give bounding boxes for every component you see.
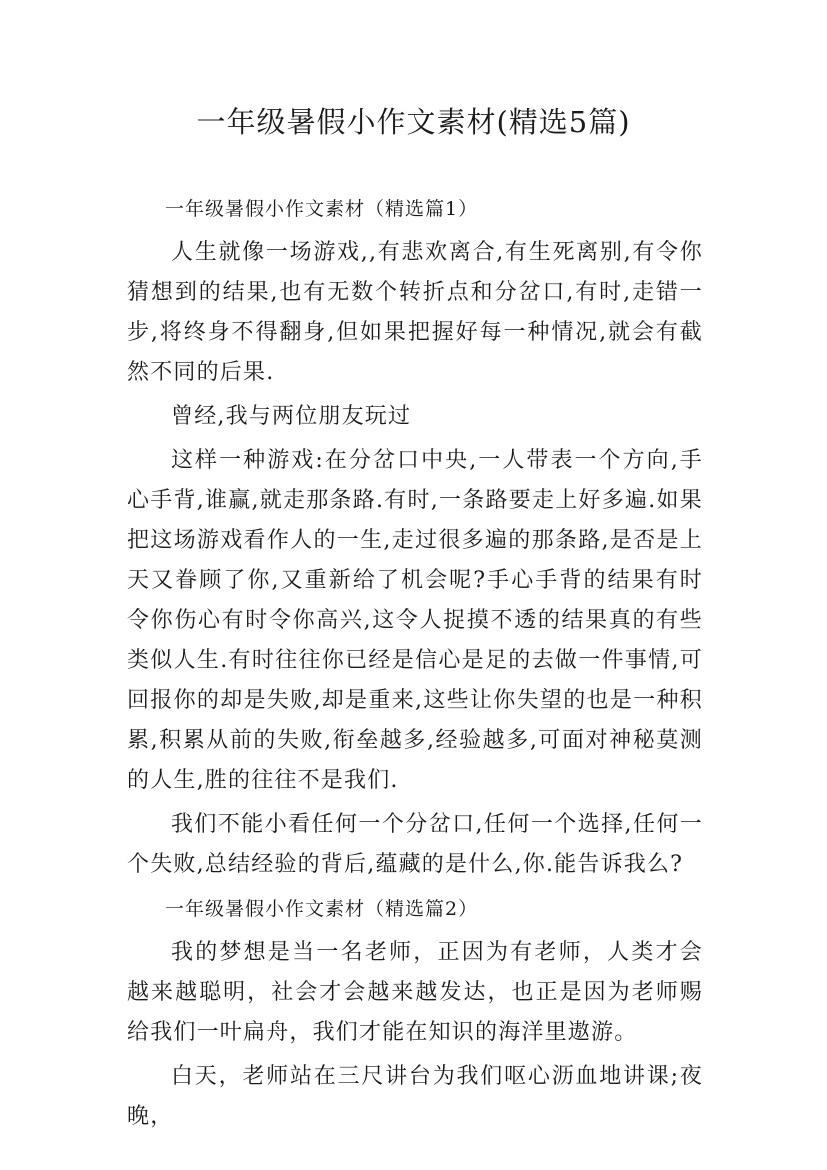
document-body (127, 189, 703, 1141)
paragraph: 我们不能小看任何一个分岔口,任何一个选择,任何一个失败,总结经验的背后,蕴藏的是什么,你.能告诉我么? (127, 812, 703, 877)
paragraph: 我的梦想是当一名老师，正因为有老师，人类才会越来越聪明，社会才会越来越发达，也正是因为老师赐给我们一叶扁舟，我们才能在知识的海洋里遨游。 (127, 940, 703, 1045)
section-heading: 一年级暑假小作文素材（精选篇1） (165, 198, 479, 220)
paragraph: 人生就像一场游戏,,有悲欢离合,有生死离别,有令你猜想到的结果,也有无数个转折点和分岔口,有时,走错一步,将终身不得翻身,但如果把握好每一种情况,就会有截然不同的后果. (127, 240, 703, 385)
document-title: 一年级暑假小作文素材(精选5篇) (196, 105, 631, 139)
paragraph: 曾经,我与两位朋友玩过 (171, 404, 412, 429)
paragraph: 这样一种游戏:在分岔口中央,一人带表一个方向,手心手背,谁赢,就走那条路.有时,一条路要走上好多遍.如果把这场游戏看作人的一生,走过很多遍的那条路,是否是上天又眷顾了你,又重新给了机会呢?手心手背的结果有时令你伤心有时令你高兴,这令人捉摸不透的结果真的有些类似人生.有时往往你已经是信心是足的去做一件事情,可回报你的却是失败,却是重来,这些让你失望的也是一种积累,积累从前的失败,衔垒越多,经验越多,可面对神秘莫测的人生,胜的往往不是我们. (127, 448, 703, 793)
paragraph: 白天，老师站在三尺讲台为我们呕心沥血地讲课;夜晚， (127, 1064, 703, 1129)
section-heading: 一年级暑假小作文素材（精选篇2） (165, 898, 479, 920)
